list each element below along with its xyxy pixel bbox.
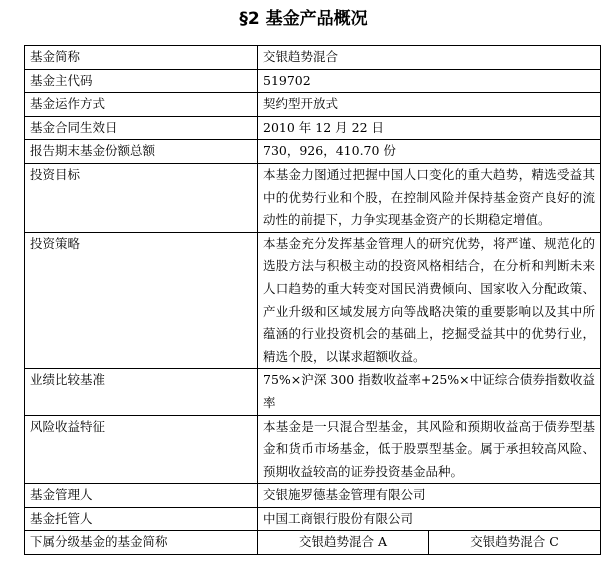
table-row: [25, 46, 601, 70]
share-class-c: 交银趋势混合 C: [429, 531, 601, 555]
share-class-a: 交银趋势混合 A: [258, 531, 429, 555]
row-label-fund-code: 基金主代码: [25, 69, 258, 93]
row-value-custodian: 中国工商银行股份有限公司: [258, 507, 601, 531]
row-value-benchmark: 75%×沪深 300 指数收益率+25%×中证综合债券指数收益率: [258, 369, 601, 415]
table-row: [25, 531, 601, 555]
table-row: [25, 369, 601, 415]
row-label-fund-name: 基金简称: [25, 46, 258, 70]
row-value-fund-code: 519702: [258, 69, 601, 93]
row-label-investment-strategy: 投资策略: [25, 232, 258, 369]
row-label-investment-objective: 投资目标: [25, 163, 258, 232]
row-label-effective-date: 基金合同生效日: [25, 116, 258, 140]
table-row: [25, 93, 601, 117]
row-value-total-shares: 730，926，410.70 份: [258, 140, 601, 164]
table-row: [25, 484, 601, 508]
row-value-effective-date: 2010 年 12 月 22 日: [258, 116, 601, 140]
row-value-investment-objective: 本基金力图通过把握中国人口变化的重大趋势，精选受益其中的优势行业和个股，在控制风险并保持基金资产良好的流动性的前提下，力争实现基金资产的长期稳定增值。: [258, 163, 601, 232]
fund-overview-table: [24, 45, 601, 555]
row-value-investment-strategy: 本基金充分发挥基金管理人的研究优势，将严谨、规范化的选股方法与积极主动的投资风格相结合，在分析和判断未来人口趋势的重大转变对国民消费倾向、国家收入分配政策、产业升级和区域发展方向等战略决策的重要影响以及其中所蕴涵的行业投资机会的基础上，挖掘受益其中的优势行业，精选个股，以谋求超额收益。: [258, 232, 601, 369]
row-value-operation-mode: 契约型开放式: [258, 93, 601, 117]
row-label-share-classes: 下属分级基金的基金简称: [25, 531, 258, 555]
table-row: [25, 163, 601, 232]
row-value-fund-name: 交银趋势混合: [258, 46, 601, 70]
section-title: §2 基金产品概况: [239, 9, 368, 29]
table-row: [25, 232, 601, 369]
table-row: [25, 116, 601, 140]
row-label-benchmark: 业绩比较基准: [25, 369, 258, 415]
table-row: [25, 140, 601, 164]
row-label-total-shares: 报告期末基金份额总额: [25, 140, 258, 164]
table-row: [25, 507, 601, 531]
row-label-custodian: 基金托管人: [25, 507, 258, 531]
row-value-fund-manager: 交银施罗德基金管理有限公司: [258, 484, 601, 508]
row-label-operation-mode: 基金运作方式: [25, 93, 258, 117]
table-row: [25, 415, 601, 484]
row-value-risk-return: 本基金是一只混合型基金，其风险和预期收益高于债券型基金和货币市场基金，低于股票型基金。属于承担较高风险、预期收益较高的证券投资基金品种。: [258, 415, 601, 484]
row-label-fund-manager: 基金管理人: [25, 484, 258, 508]
row-label-risk-return: 风险收益特征: [25, 415, 258, 484]
table-row: [25, 69, 601, 93]
